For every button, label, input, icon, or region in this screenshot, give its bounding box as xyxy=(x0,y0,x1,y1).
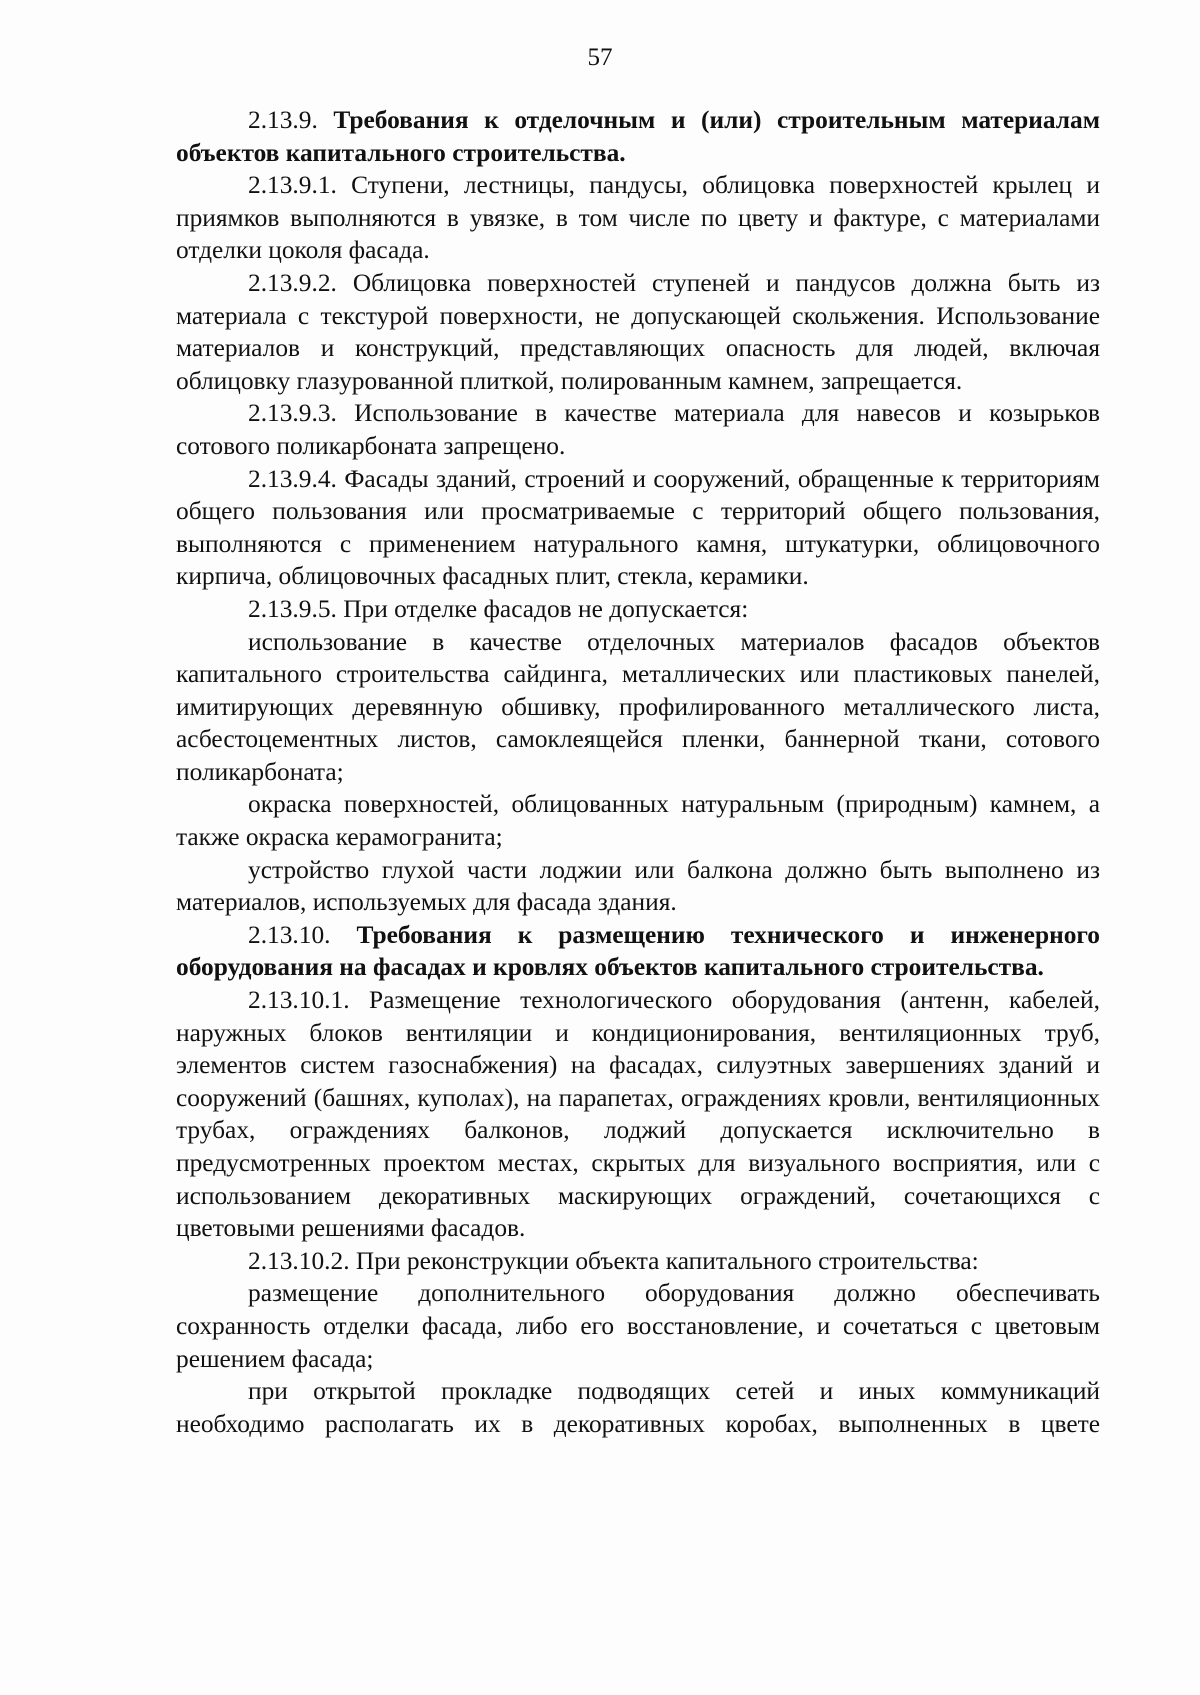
paragraph-2-13-9-5: 2.13.9.5. При отделке фасадов не допускается: xyxy=(248,594,749,623)
section-title: Требования к отделочным и (или) строительным материалам объектов капитального строительства. xyxy=(176,106,1101,167)
section-number: 2.13.9. xyxy=(248,106,334,134)
section-heading-2-13-9 xyxy=(176,104,1100,169)
section-number: 2.13.10. xyxy=(248,920,357,949)
list-item-open-laying: при открытой прокладке подводящих сетей и иных коммуникаций необходимо располагать их в декоративных коробах, выполненных в цвете xyxy=(176,1377,1100,1438)
paragraph-2-13-9-1: 2.13.9.1. Ступени, лестницы, пандусы, облицовка поверхностей крылец и приямков выполняются в увязке, в том числе по цвету и фактуре, с материалами отделки цоколя фасада. xyxy=(176,171,1100,265)
section-title: Требования к размещению технического и инженерного оборудования на фасадах и кровлях объектов капитального строительства. xyxy=(176,920,1100,982)
paragraph-2-13-10-1: 2.13.10.1. Размещение технологического оборудования (антенн, кабелей, наружных блоков вентиляции и кондиционирования, вентиляционных труб, элементов систем газоснабжения) на фасадах, силуэтных завершениях зданий и сооружений (башнях, куполах), на парапетах, ограждениях кровли, вентиляционных трубах, ограждениях балконов, лоджий допускается исключительно в предусмотренных проектом местах, скрытых для визуального восприятия, или с использованием декоративных маскирующих ограждений, сочетающихся с цветовыми решениями фасадов. xyxy=(176,986,1100,1243)
document-body xyxy=(176,104,1100,1440)
list-item-siding: использование в качестве отделочных материалов фасадов объектов капитального строительства сайдинга, металлических или пластиковых панелей, имитирующих деревянную обшивку, профилированного металлического листа, асбестоцементных листов, самоклеящейся пленки, баннерной ткани, сотового поликарбоната; xyxy=(176,627,1100,786)
section-heading-2-13-10 xyxy=(176,919,1100,984)
paragraph-2-13-9-3: 2.13.9.3. Использование в качестве материала для навесов и козырьков сотового поликарбоната запрещено. xyxy=(176,399,1100,460)
paragraph-2-13-10-2: 2.13.10.2. При реконструкции объекта капитального строительства: xyxy=(248,1246,979,1275)
list-item-painting: окраска поверхностей, облицованных натуральным (природным) камнем, а также окраска керамогранита; xyxy=(176,790,1100,852)
list-item-loggia: устройство глухой части лоджии или балкона должно быть выполнено из материалов, используемых для фасада здания. xyxy=(176,855,1100,917)
page-number: 57 xyxy=(587,44,613,71)
paragraph-2-13-9-2: 2.13.9.2. Облицовка поверхностей ступеней и пандусов должна быть из материала с текстурой поверхности, не допускающей скольжения. Использование материалов и конструкций, представляющих опасность для людей, включая облицовку глазурованной плиткой, полированным камнем, запрещается. xyxy=(176,268,1100,395)
list-item-additional-equipment: размещение дополнительного оборудования должно обеспечивать сохранность отделки фасада, либо его восстановление, и сочетаться с цветовым решением фасада; xyxy=(176,1279,1100,1373)
paragraph-2-13-9-4: 2.13.9.4. Фасады зданий, строений и сооружений, обращенные к территориям общего пользования или просматриваемые с территорий общего пользования, выполняются с применением натурального камня, штукатурки, облицовочного кирпича, облицовочных фасадных плит, стекла, керамики. xyxy=(176,464,1100,591)
